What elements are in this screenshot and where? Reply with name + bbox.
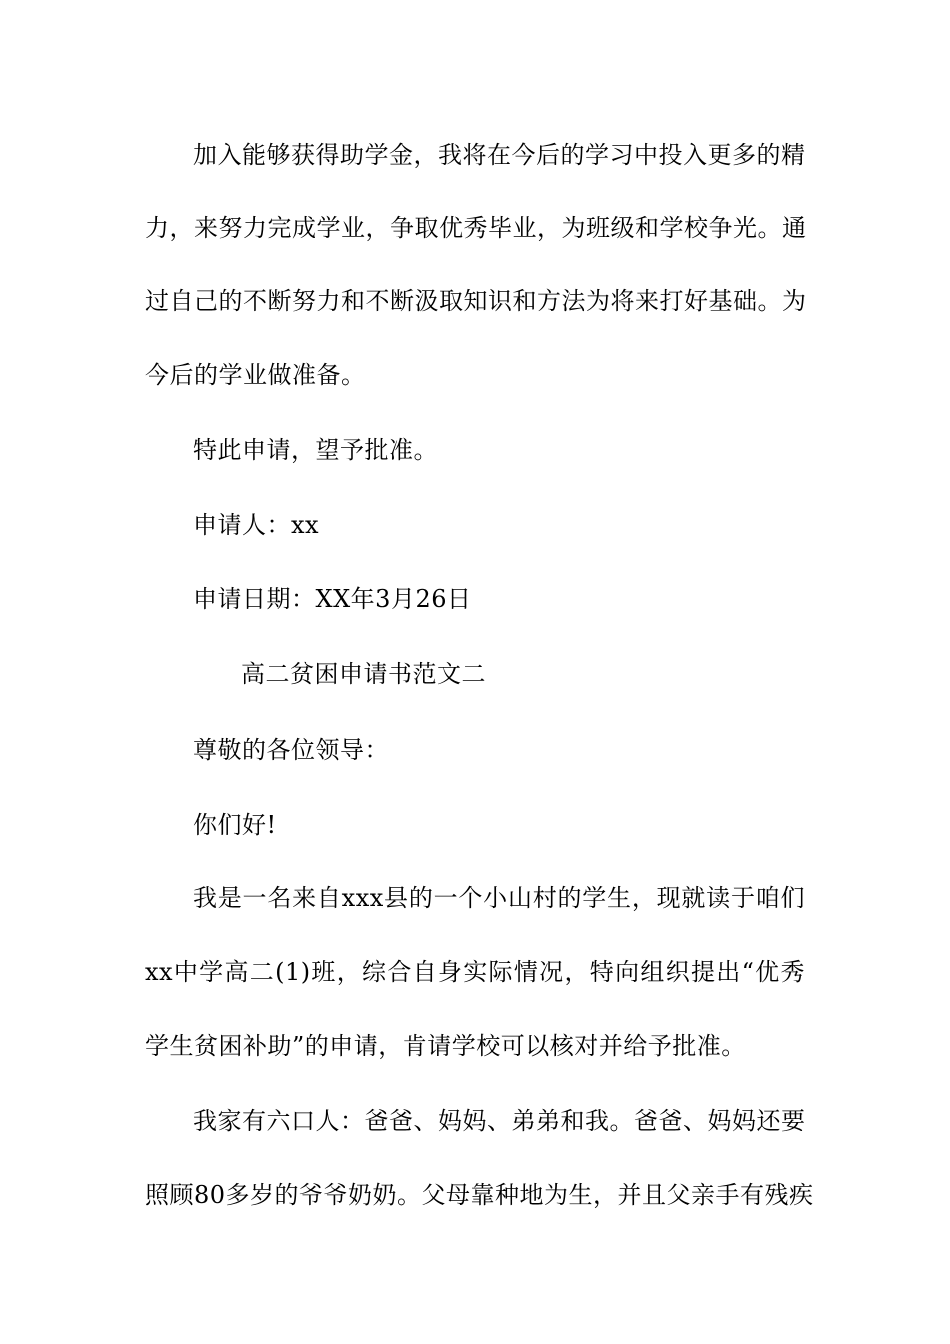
date-line: 申请日期：XX年3月26日 bbox=[193, 585, 472, 613]
closing-line: 特此申请，望予批准。 bbox=[193, 436, 438, 464]
salutation: 尊敬的各位领导： bbox=[193, 736, 389, 764]
paragraph-1-line-4: 今后的学业做准备。 bbox=[145, 361, 366, 389]
applicant-line: 申请人：xx bbox=[193, 511, 320, 539]
greeting: 你们好! bbox=[193, 811, 277, 839]
paragraph-2-line-1: 我是一名来自xxx县的一个小山村的学生，现就读于咱们 bbox=[193, 884, 805, 912]
paragraph-1-line-2: 力，来努力完成学业，争取优秀毕业，为班级和学校争光。通 bbox=[145, 214, 807, 242]
paragraph-3-line-1: 我家有六口人：爸爸、妈妈、弟弟和我。爸爸、妈妈还要 bbox=[193, 1107, 806, 1135]
paragraph-1-line-3: 过自己的不断努力和不断汲取知识和方法为将来打好基础。为 bbox=[145, 287, 807, 315]
paragraph-1-line-1: 加入能够获得助学金，我将在今后的学习中投入更多的精 bbox=[193, 141, 806, 169]
section-title: 高二贫困申请书范文二 bbox=[241, 660, 486, 688]
paragraph-2-line-2: xx中学高二(1)班，综合自身实际情况，特向组织提出“优秀 bbox=[145, 958, 805, 986]
paragraph-3-line-2: 照顾80多岁的爷爷奶奶。父母靠种地为生，并且父亲手有残疾 bbox=[145, 1181, 814, 1209]
paragraph-2-line-3: 学生贫困补助”的申请，肯请学校可以核对并给予批准。 bbox=[145, 1032, 746, 1060]
